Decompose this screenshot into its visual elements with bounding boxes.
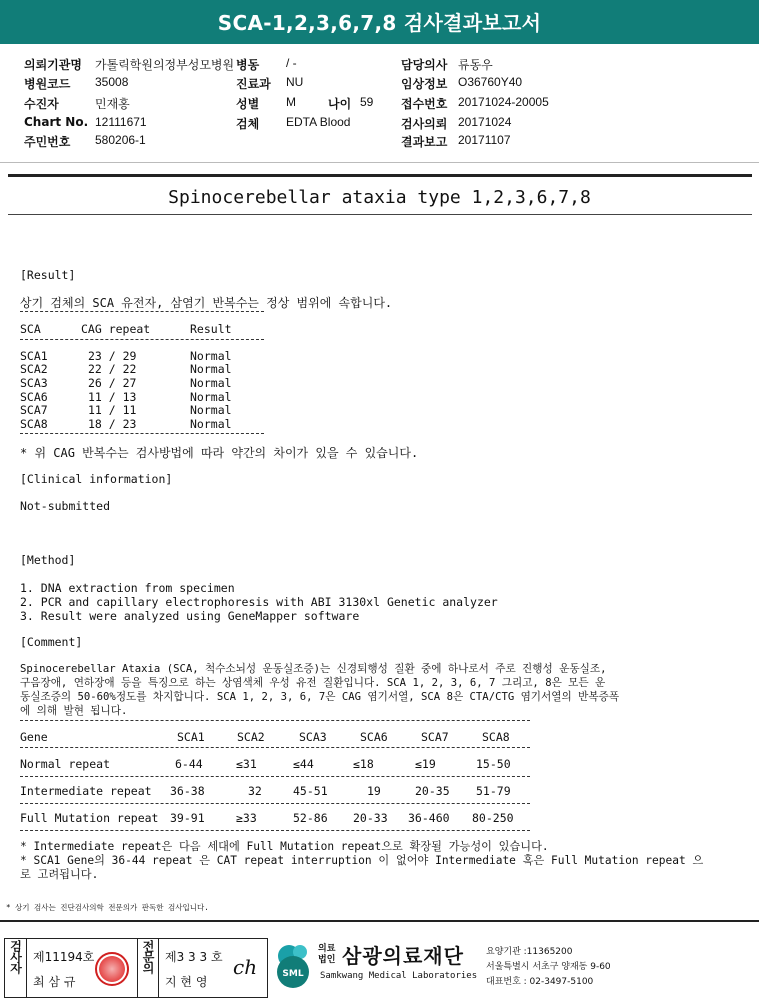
result-sca: SCA6 [20, 390, 48, 404]
tester-license: 제11194호 [33, 950, 95, 964]
result-value: Normal [190, 376, 232, 390]
sex-value: M [286, 95, 296, 109]
sex-label: 성별 [236, 97, 260, 111]
gene-cell: 20-35 [415, 784, 450, 798]
result-sca: SCA3 [20, 376, 48, 390]
result-note: * 위 CAG 반복수는 검사방법에 따라 약간의 차이가 있을 수 있습니다. [20, 446, 419, 460]
patient-value: 민재홍 [95, 97, 130, 111]
patient-label: 수진자 [24, 97, 59, 111]
dept-value: NU [286, 75, 304, 89]
title-rule-top [8, 174, 752, 177]
table-row [20, 757, 540, 777]
result-cag: 11 / 13 [88, 390, 137, 404]
result-divider [20, 433, 264, 434]
chart-value: 12111671 [95, 115, 147, 129]
clinical-heading: [Clinical information] [20, 472, 173, 486]
gene-table-divider [20, 830, 530, 831]
report-title: SCA-1,2,3,6,7,8 검사결과보고서 [0, 0, 759, 44]
result-cag: 11 / 11 [88, 403, 137, 417]
gene-cell: 36-460 [408, 811, 450, 825]
result-divider [20, 339, 264, 340]
logo-prefix-line: 의료 [318, 944, 336, 954]
phone-number: 대표번호 : 02-3497-5100 [486, 977, 594, 987]
result-value: Normal [190, 417, 232, 431]
document-title: Spinocerebellar ataxia type 1,2,3,6,7,8 [168, 187, 591, 208]
comment-line: 구음장애, 연하장애 등을 특징으로 하는 상염색체 우성 유전 질환입니다. SCA 1, 2, 3, 6, 7 그리고, 8은 모든 운 [20, 677, 606, 689]
method-step: 2. PCR and capillary electrophoresis with ABI 3130xl Genetic analyzer [20, 595, 498, 609]
id-value: 580206-1 [95, 133, 146, 147]
doctor-label: 담당의사 [401, 58, 448, 72]
gene-cell: 45-51 [293, 784, 328, 798]
comment-heading: [Comment] [20, 635, 83, 649]
gene-table-divider [20, 803, 530, 804]
result-sca: SCA1 [20, 349, 48, 363]
method-heading: [Method] [20, 553, 76, 567]
result-cag: 23 / 29 [88, 349, 137, 363]
gene-cell: ≤44 [293, 757, 314, 771]
gene-header-cell: SCA7 [421, 730, 449, 744]
disclaimer: * 상기 검사는 진단검사의학 전문의가 판독한 검사입니다. [6, 903, 209, 912]
result-value: Normal [190, 362, 232, 376]
comment-line: 동실조증의 50-60%정도를 차지합니다. SCA 1, 2, 3, 6, 7은 CAG 염기서열, SCA 8은 CTA/CTG 염기서열의 반복증폭 [20, 691, 620, 703]
method-step: 1. DNA extraction from specimen [20, 581, 235, 595]
gene-cell: 51-79 [476, 784, 511, 798]
gene-cell: 32 [248, 784, 262, 798]
seal-icon [95, 952, 129, 986]
ward-label: 병동 [236, 58, 260, 72]
title-rule-bottom [8, 214, 752, 215]
gene-cell: 36-38 [170, 784, 205, 798]
table-row [20, 784, 540, 804]
sml-logo-icon [272, 940, 316, 990]
logo-prefix [318, 944, 335, 966]
result-value: Normal [190, 403, 232, 417]
reviewer-vertical-label [137, 939, 159, 997]
gene-header-cell: SCA8 [482, 730, 510, 744]
age-label: 나이 [328, 97, 352, 111]
tester-vertical-label [5, 939, 27, 997]
gene-table-divider [20, 776, 530, 777]
hospital-code-label: 병원코드 [24, 77, 71, 91]
gene-cell: 39-91 [170, 811, 205, 825]
info-divider [0, 162, 759, 163]
gene-cell: ≥33 [236, 811, 257, 825]
gene-cell: 15-50 [476, 757, 511, 771]
gene-header-cell: SCA1 [177, 730, 205, 744]
address: 서울특별시 서초구 양재동 9-60 [486, 962, 611, 972]
result-sca: SCA7 [20, 403, 48, 417]
result-divider [20, 311, 264, 312]
signature: ch [233, 955, 258, 979]
footnote: * SCA1 Gene의 36-44 repeat 은 CAT repeat interruption 이 없어야 Intermediate 혹은 Full Mutation repeat 으 [20, 854, 704, 867]
logo-badge: SML [282, 969, 304, 979]
gene-cell: Intermediate repeat [20, 784, 152, 798]
gene-header-cell: SCA3 [299, 730, 327, 744]
gene-cell: ≤31 [236, 757, 257, 771]
result-summary: 상기 검체의 SCA 유전자, 삼염기 반복수는 정상 범위에 속합니다. [20, 296, 393, 310]
clinical-info-label: 임상정보 [401, 77, 448, 91]
gene-cell: ≤18 [353, 757, 374, 771]
institution-label: 의뢰기관명 [24, 58, 82, 72]
age-value: 59 [360, 95, 374, 109]
result-sca: SCA8 [20, 417, 48, 431]
reviewer-vertical-text: 전문의 [141, 940, 155, 973]
footer-rule [0, 920, 759, 922]
gene-cell: ≤19 [415, 757, 436, 771]
logo-prefix-line: 법인 [318, 955, 336, 965]
gene-table-divider [20, 720, 530, 721]
institution-value: 가톨릭학원의정부성모병원 [95, 58, 235, 72]
gene-cell: 20-33 [353, 811, 388, 825]
footnote: * Intermediate repeat은 다음 세대에 Full Mutation repeat으로 확장될 가능성이 있습니다. [20, 840, 549, 853]
institution-code: 요양기관 :11365200 [486, 947, 573, 957]
table-row [20, 811, 540, 831]
comment-line: 에 의해 발현 됩니다. [20, 705, 128, 717]
result-value: Normal [190, 390, 232, 404]
gene-cell: 6-44 [175, 757, 203, 771]
gene-cell: Full Mutation repeat [20, 811, 159, 825]
result-heading: [Result] [20, 268, 76, 282]
receipt-value: 20171024-20005 [458, 95, 549, 109]
gene-cell: 52-86 [293, 811, 328, 825]
result-cag: 26 / 27 [88, 376, 137, 390]
chart-label: Chart No. [24, 115, 89, 129]
clinical-info-value: O36760Y40 [458, 75, 523, 89]
tester-vertical-text: 검사자 [8, 940, 23, 973]
gene-header-cell: Gene [20, 730, 48, 744]
specimen-value: EDTA Blood [286, 115, 351, 129]
reviewer-name: 지 현 영 [165, 975, 208, 989]
result-cag: 22 / 22 [88, 362, 137, 376]
comment-line: Spinocerebellar Ataxia (SCA, 척수소뇌성 운동실조증)는 신경퇴행성 질환 중에 하나로서 주로 진행성 운동실조, [20, 663, 607, 675]
col-result: Result [190, 322, 232, 336]
col-cag: CAG repeat [81, 322, 151, 336]
report-date-value: 20171107 [458, 133, 511, 147]
request-value: 20171024 [458, 115, 512, 129]
result-value: Normal [190, 349, 232, 363]
gene-cell: 80-250 [472, 811, 514, 825]
id-label: 주민번호 [24, 135, 71, 149]
gene-cell: 19 [367, 784, 381, 798]
dept-label: 진료과 [236, 77, 271, 91]
footnote: 로 고려됩니다. [20, 868, 99, 881]
result-sca: SCA2 [20, 362, 48, 376]
receipt-label: 접수번호 [401, 97, 448, 111]
report-date-label: 결과보고 [401, 135, 448, 149]
signature-box [4, 938, 268, 998]
gene-header-cell: SCA6 [360, 730, 388, 744]
method-step: 3. Result were analyzed using GeneMapper software [20, 609, 360, 623]
hospital-code-value: 35008 [95, 75, 129, 89]
specimen-label: 검체 [236, 117, 260, 131]
reviewer-license: 제3 3 3 호 [165, 950, 223, 964]
request-label: 검사의뢰 [401, 117, 448, 131]
gene-header-cell: SCA2 [237, 730, 265, 744]
clinical-text: Not-submitted [20, 499, 111, 513]
col-sca: SCA [20, 322, 41, 336]
result-cag: 18 / 23 [88, 417, 137, 431]
gene-table-divider [20, 747, 530, 748]
gene-cell: Normal repeat [20, 757, 111, 771]
ward-value: / - [286, 56, 297, 70]
tester-name: 최 삼 규 [33, 975, 76, 989]
logo-english: Samkwang Medical Laboratories [320, 971, 478, 981]
logo-name: 삼광의료재단 [342, 944, 464, 968]
doctor-value: 류동우 [458, 58, 493, 72]
